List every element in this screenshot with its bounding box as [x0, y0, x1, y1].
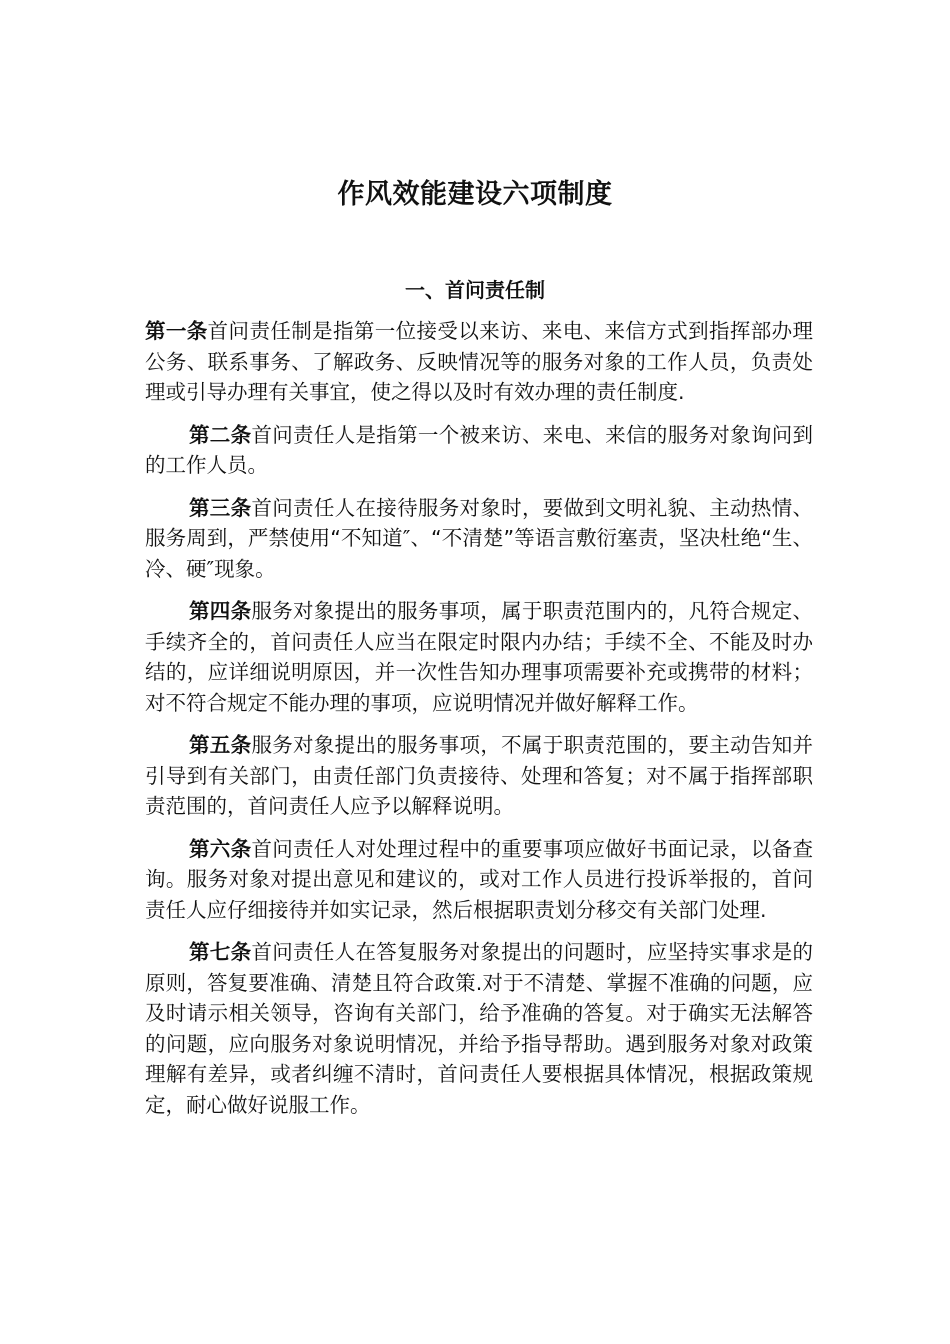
article-text: 服务对象提出的服务事项，属于职责范围内的，凡符合规定、手续齐全的，首问责任人应当在限定时限内办结；手续不全、不能及时办结的，应详细说明原因，并一次性告知办理事项需要补充或携带的材料；对不符合规定不能办理的事项，应说明情况并做好解释工作。	[145, 599, 814, 715]
article-5	[145, 730, 813, 822]
article-list	[145, 316, 813, 1132]
article-text: 首问责任人在接待服务对象时，要做到文明礼貌、主动热情、服务周到，严禁使用“不知道″、“不清楚”等语言敷衍塞责，坚决杜绝“生、冷、硬″现象。	[145, 495, 814, 581]
article-text: 首问责任人对处理过程中的重要事项应做好书面记录，以备查询。服务对象对提出意见和建议的，或对工作人员进行投诉举报的，首问责任人应仔细接待并如实记录，然后根据职责划分移交有关部门处理.	[145, 836, 814, 922]
article-label: 第二条	[189, 422, 252, 447]
article-text: 服务对象提出的服务事项，不属于职责范围的，要主动告知并引导到有关部门，由责任部门负责接待、处理和答复；对不属于指挥部职责范围的，首问责任人应予以解释说明。	[145, 733, 814, 818]
article-label: 第五条	[189, 733, 252, 757]
article-text: 首问责任人在答复服务对象提出的问题时，应坚持实事求是的原则，答复要准确、清楚且符合政策.对于不清楚、掌握不准确的问题，应及时请示相关领导，咨询有关部门，给予准确的答复。对于确实无法解答的问题，应向服务对象说明情况，并给予指导帮助。遇到服务对象对政策理解有差异，或者纠缠不清时，首问责任人要根据具体情况，根据政策规定，耐心做好说服工作。	[145, 940, 814, 1117]
article-text: 首问责任制是指第一位接受以来访、来电、来信方式到指挥部办理公务、联系事务、了解政务、反映情况等的服务对象的工作人员，负责处理或引导办理有关事宜，使之得以及时有效办理的责任制度.	[145, 319, 814, 404]
article-label: 第一条	[145, 319, 208, 343]
article-label: 第七条	[189, 940, 252, 964]
article-3	[145, 493, 813, 585]
article-4	[145, 596, 813, 718]
article-7	[145, 937, 813, 1120]
article-text: 首问责任人是指第一个被来访、来电、来信的服务对象询问到的工作人员。	[145, 422, 814, 477]
section-heading: 一、首问责任制	[405, 278, 545, 302]
article-label: 第四条	[189, 599, 252, 623]
article-6	[145, 834, 813, 926]
article-label: 第六条	[189, 836, 252, 861]
article-label: 第三条	[189, 495, 252, 520]
document-title: 作风效能建设六项制度	[337, 179, 613, 210]
article-2	[145, 420, 813, 481]
article-1	[145, 316, 813, 408]
